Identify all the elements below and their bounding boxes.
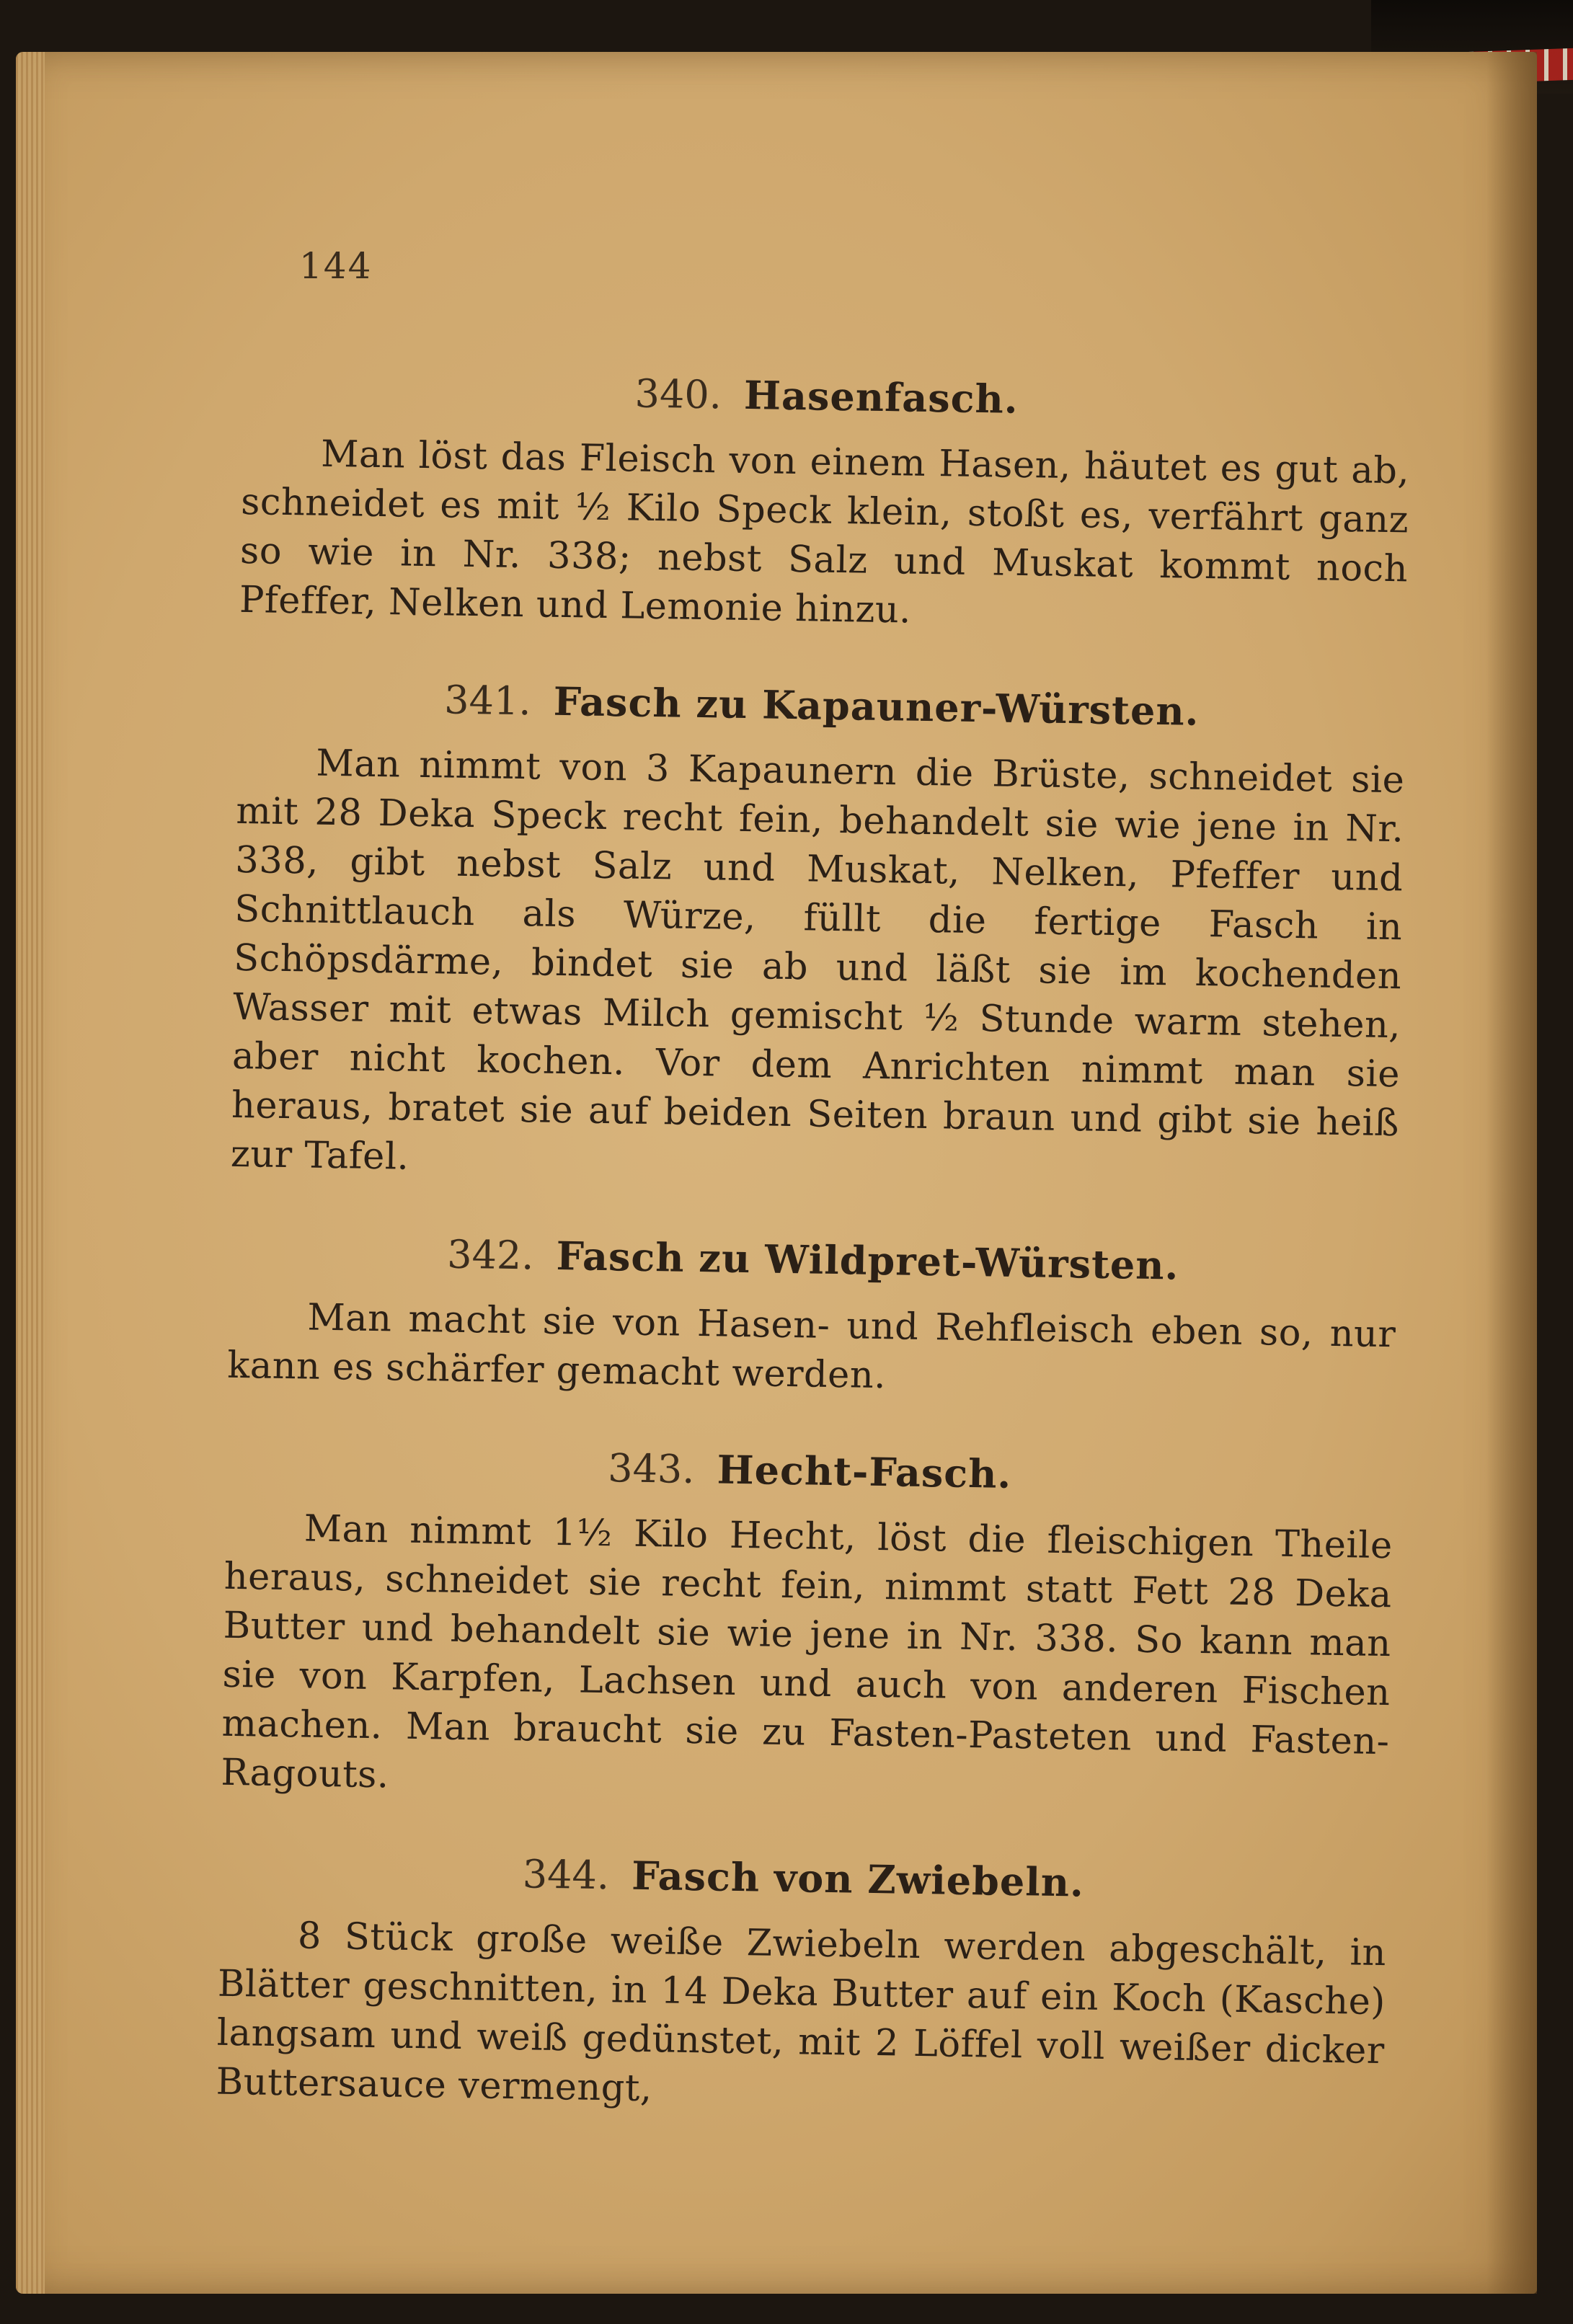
recipe-title: Fasch von Zwiebeln. <box>631 1852 1085 1906</box>
recipe-body: Man löst das Fleisch von einem Hasen, häutet es gut ab, schneidet es mit ½ Kilo Speck klein, stoßt es, verfährt ganz so wie in Nr. 338; nebst Salz und Muskat kommt noch Pfeffer, Nelken und Lemonie hinzu. <box>239 433 1410 632</box>
page-number: 144 <box>299 245 373 287</box>
recipe-number: 344. <box>522 1851 610 1899</box>
recipe-entry <box>221 1435 1394 1816</box>
recipe-entry <box>239 360 1412 643</box>
recipe-heading <box>226 1435 1394 1507</box>
recipe-heading <box>229 1224 1397 1296</box>
recipe-title: Fasch zu Kapauner-Würsten. <box>553 678 1200 735</box>
page-edge <box>16 52 45 2294</box>
recipe-body: 8 Stück große weiße Zwiebeln werden abgeschält, in Blätter geschnitten, in 14 Deka Butter auf ein Koch (Kasche) langsam und weiß gedünstet, mit 2 Löffel voll weißer dicker Buttersauce vermengt, <box>216 1915 1387 2111</box>
recipe-entry <box>230 670 1406 1197</box>
recipe-title: Hasenfasch. <box>743 371 1019 422</box>
recipe-title: Hecht-Fasch. <box>717 1446 1012 1497</box>
recipe-number: 343. <box>607 1445 695 1492</box>
page-gutter-shadow <box>1486 52 1537 2294</box>
recipe-entry <box>227 1224 1397 1409</box>
recipe-title: Fasch zu Wildpret-Würsten. <box>556 1232 1179 1289</box>
recipe-heading <box>242 360 1411 433</box>
recipe-body: Man nimmt von 3 Kapaunern die Brüste, schneidet sie mit 28 Deka Speck recht fein, behandelt sie wie jene in Nr. 338, gibt nebst Salz und Muskat, Nelken, Pfeffer und Schnittlauch als Würze, füllt die fertige Fasch in Schöpsdärme, bindet sie ab und läßt sie im kochenden Wasser mit etwas Milch gemischt ½ Stunde warm stehen, aber nicht kochen. Vor dem Anrichten nimmt man sie heraus, bratet sie auf beiden Seiten braun und gibt sie heiß zur Tafel. <box>230 742 1405 1179</box>
recipe-number: 342. <box>446 1231 534 1279</box>
recipe-number: 340. <box>634 371 722 418</box>
recipe-heading <box>219 1842 1388 1915</box>
recipe-body: Man macht sie von Hasen- und Rehfleisch eben so, nur kann es schärfer gemacht werden. <box>226 1296 1396 1398</box>
recipe-heading <box>237 670 1406 742</box>
recipe-entry <box>216 1842 1388 2125</box>
recipe-number: 341. <box>443 677 532 724</box>
recipe-text-block <box>215 238 1413 2170</box>
recipe-body: Man nimmt 1½ Kilo Hecht, löst die fleischigen Theile heraus, schneidet sie recht fein, nimmt statt Fett 28 Deka Butter und behandelt sie wie jene in Nr. 338. So kann man sie von Karpfen, Lachsen und auch von anderen Fischen machen. Man braucht sie zu Fasten-Pasteten und Fasten-Ragouts. <box>221 1507 1393 1797</box>
